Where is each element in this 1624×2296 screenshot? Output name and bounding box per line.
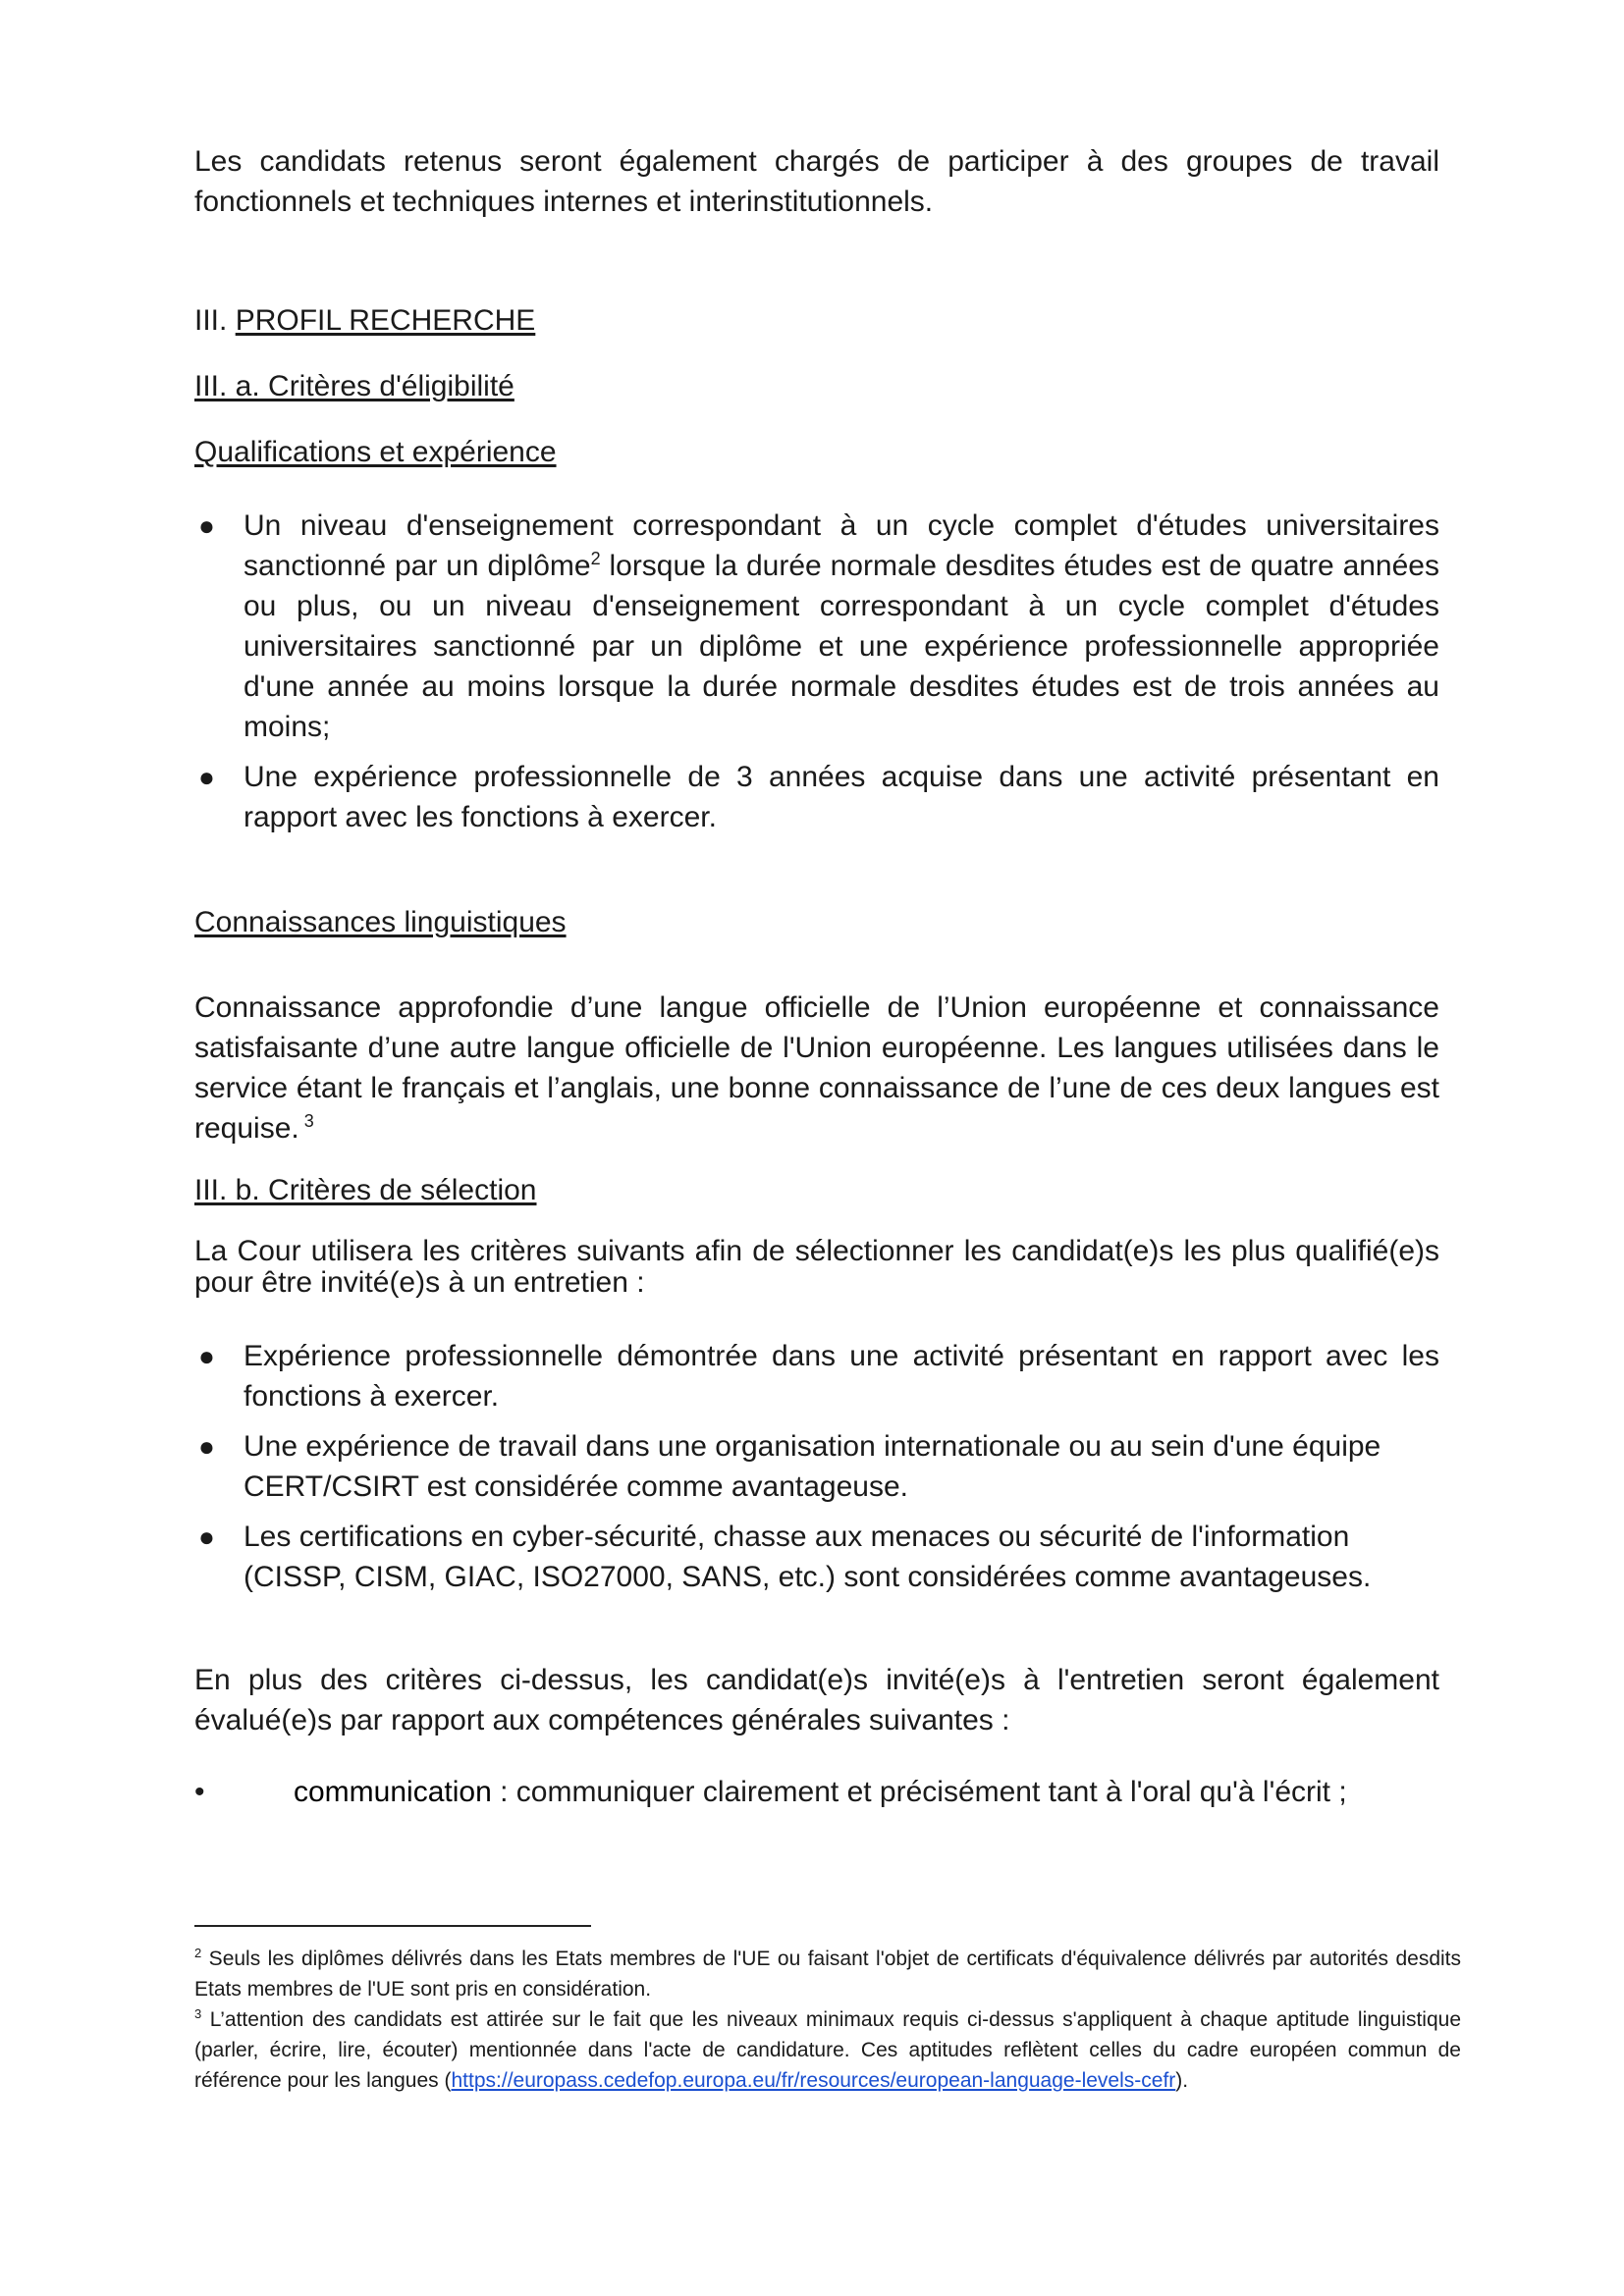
bullet-icon: ● — [198, 1341, 215, 1371]
competence-term: communication — [294, 1776, 492, 1808]
list-item: ● Une expérience professionnelle de 3 années acquise dans une activité présentant en rapport avec les fonctions à exercer. — [194, 757, 1439, 837]
competences-intro: En plus des critères ci-dessus, les candidat(e)s invité(e)s à l'entretien seront également évalué(e)s par rapport aux compétences générales suivantes : — [194, 1664, 1439, 1736]
intro-line-2: fonctionnels et techniques internes et interinstitutionnels. — [194, 186, 934, 218]
footnote-ref-2[interactable]: 2 — [590, 549, 601, 568]
cefr-link[interactable]: https://europass.cedefop.europa.eu/fr/resources/european-language-levels-cefr — [451, 2069, 1176, 2092]
bullet-icon: ● — [198, 1522, 215, 1552]
list-item: ● Les certifications en cyber-sécurité, chasse aux menaces ou sécurité de l'information (CISSP, CISM, GIAC, ISO27000, SANS, etc.) sont considérées comme avantageuses. — [194, 1517, 1439, 1597]
section-iii-heading — [194, 300, 1439, 341]
footnote-separator — [194, 1925, 591, 1927]
section-iii-a-heading: III. a. Critères d'éligibilité — [194, 370, 514, 402]
section-iii-number: III. — [194, 304, 236, 337]
bullet-icon: ● — [198, 1431, 215, 1462]
bullet-icon: ● — [198, 762, 215, 792]
selection-criteria-list — [194, 1336, 1439, 1597]
bullet-icon: • — [194, 1776, 205, 1808]
section-iii-b-heading: III. b. Critères de sélection — [194, 1174, 537, 1206]
list-item: ● Un niveau d'enseignement correspondant à un cycle complet d'études universitaires sanctionné par un diplôme$^2$ lorsque la durée normale desdites études est de quatre années ou plus, ou un niveau d'enseignement correspondant à un cycle complet d'études universitaires sanctionné par un diplôme et une expérience professionnelle appropriée d'une année au moins lorsque la durée normale desdites études est de trois années au moins; — [194, 506, 1439, 747]
intro-line-1: Les candidats retenus seront également chargés de participer à des groupes de travail — [194, 145, 1439, 178]
selection-intro-line-1: La Cour utilisera les critères suivants afin de sélectionner les candidat(e)s les plus qualifié(e)s — [194, 1235, 1439, 1267]
footnote-3: $^3$ L’attention des candidats est attirée sur le fait que les niveaux minimaux requis ci-dessus s'appliquent à chaque aptitude linguistique (parler, écrire, lire, écouter) mentionnée dans l'acte de candidature. Ces aptitudes reflètent celles du cadre européen commun de référence pour les langues (https://europass.cedefop.europa.eu/fr/resources/european-language-levels-cefr). — [194, 2006, 1461, 2092]
footnote-ref-3[interactable]: 3 — [298, 1111, 314, 1131]
footnotes — [194, 1944, 1461, 2096]
competence-item — [194, 1772, 1439, 1812]
qualifications-list — [194, 506, 1439, 837]
list-item: ● Une expérience de travail dans une organisation internationale ou au sein d'une équipe CERT/CSIRT est considérée comme avantageuse. — [194, 1426, 1439, 1507]
languages-paragraph: Connaissance approfondie d’une langue officielle de l’Union européenne et connaissance satisfaisante d’une autre langue officielle de l'Union européenne. Les langues utilisées dans le service étant le français et l’anglais, une bonne connaissance de l’une de ces deux langues est requise. $^3$ — [194, 991, 1439, 1145]
section-iii-title: PROFIL RECHERCHE — [235, 304, 536, 337]
footnote-2: $^2$ Seuls les diplômes délivrés dans les Etats membres de l'UE ou faisant l'objet de certificats d'équivalence délivrés par autorités desdits Etats membres de l'UE sont pris en considération. — [194, 1946, 1461, 2001]
qualifications-heading: Qualifications et expérience — [194, 436, 557, 468]
bullet-icon: ● — [198, 510, 215, 541]
list-item: ● Expérience professionnelle démontrée dans une activité présentant en rapport avec les fonctions à exercer. — [194, 1336, 1439, 1416]
selection-intro-line-2: pour être invité(e)s à un entretien : — [194, 1266, 645, 1299]
competence-description: : communiquer clairement et précisément tant à l'oral qu'à l'écrit ; — [491, 1776, 1347, 1808]
languages-heading: Connaissances linguistiques — [194, 906, 567, 938]
document-body — [194, 137, 1439, 1812]
